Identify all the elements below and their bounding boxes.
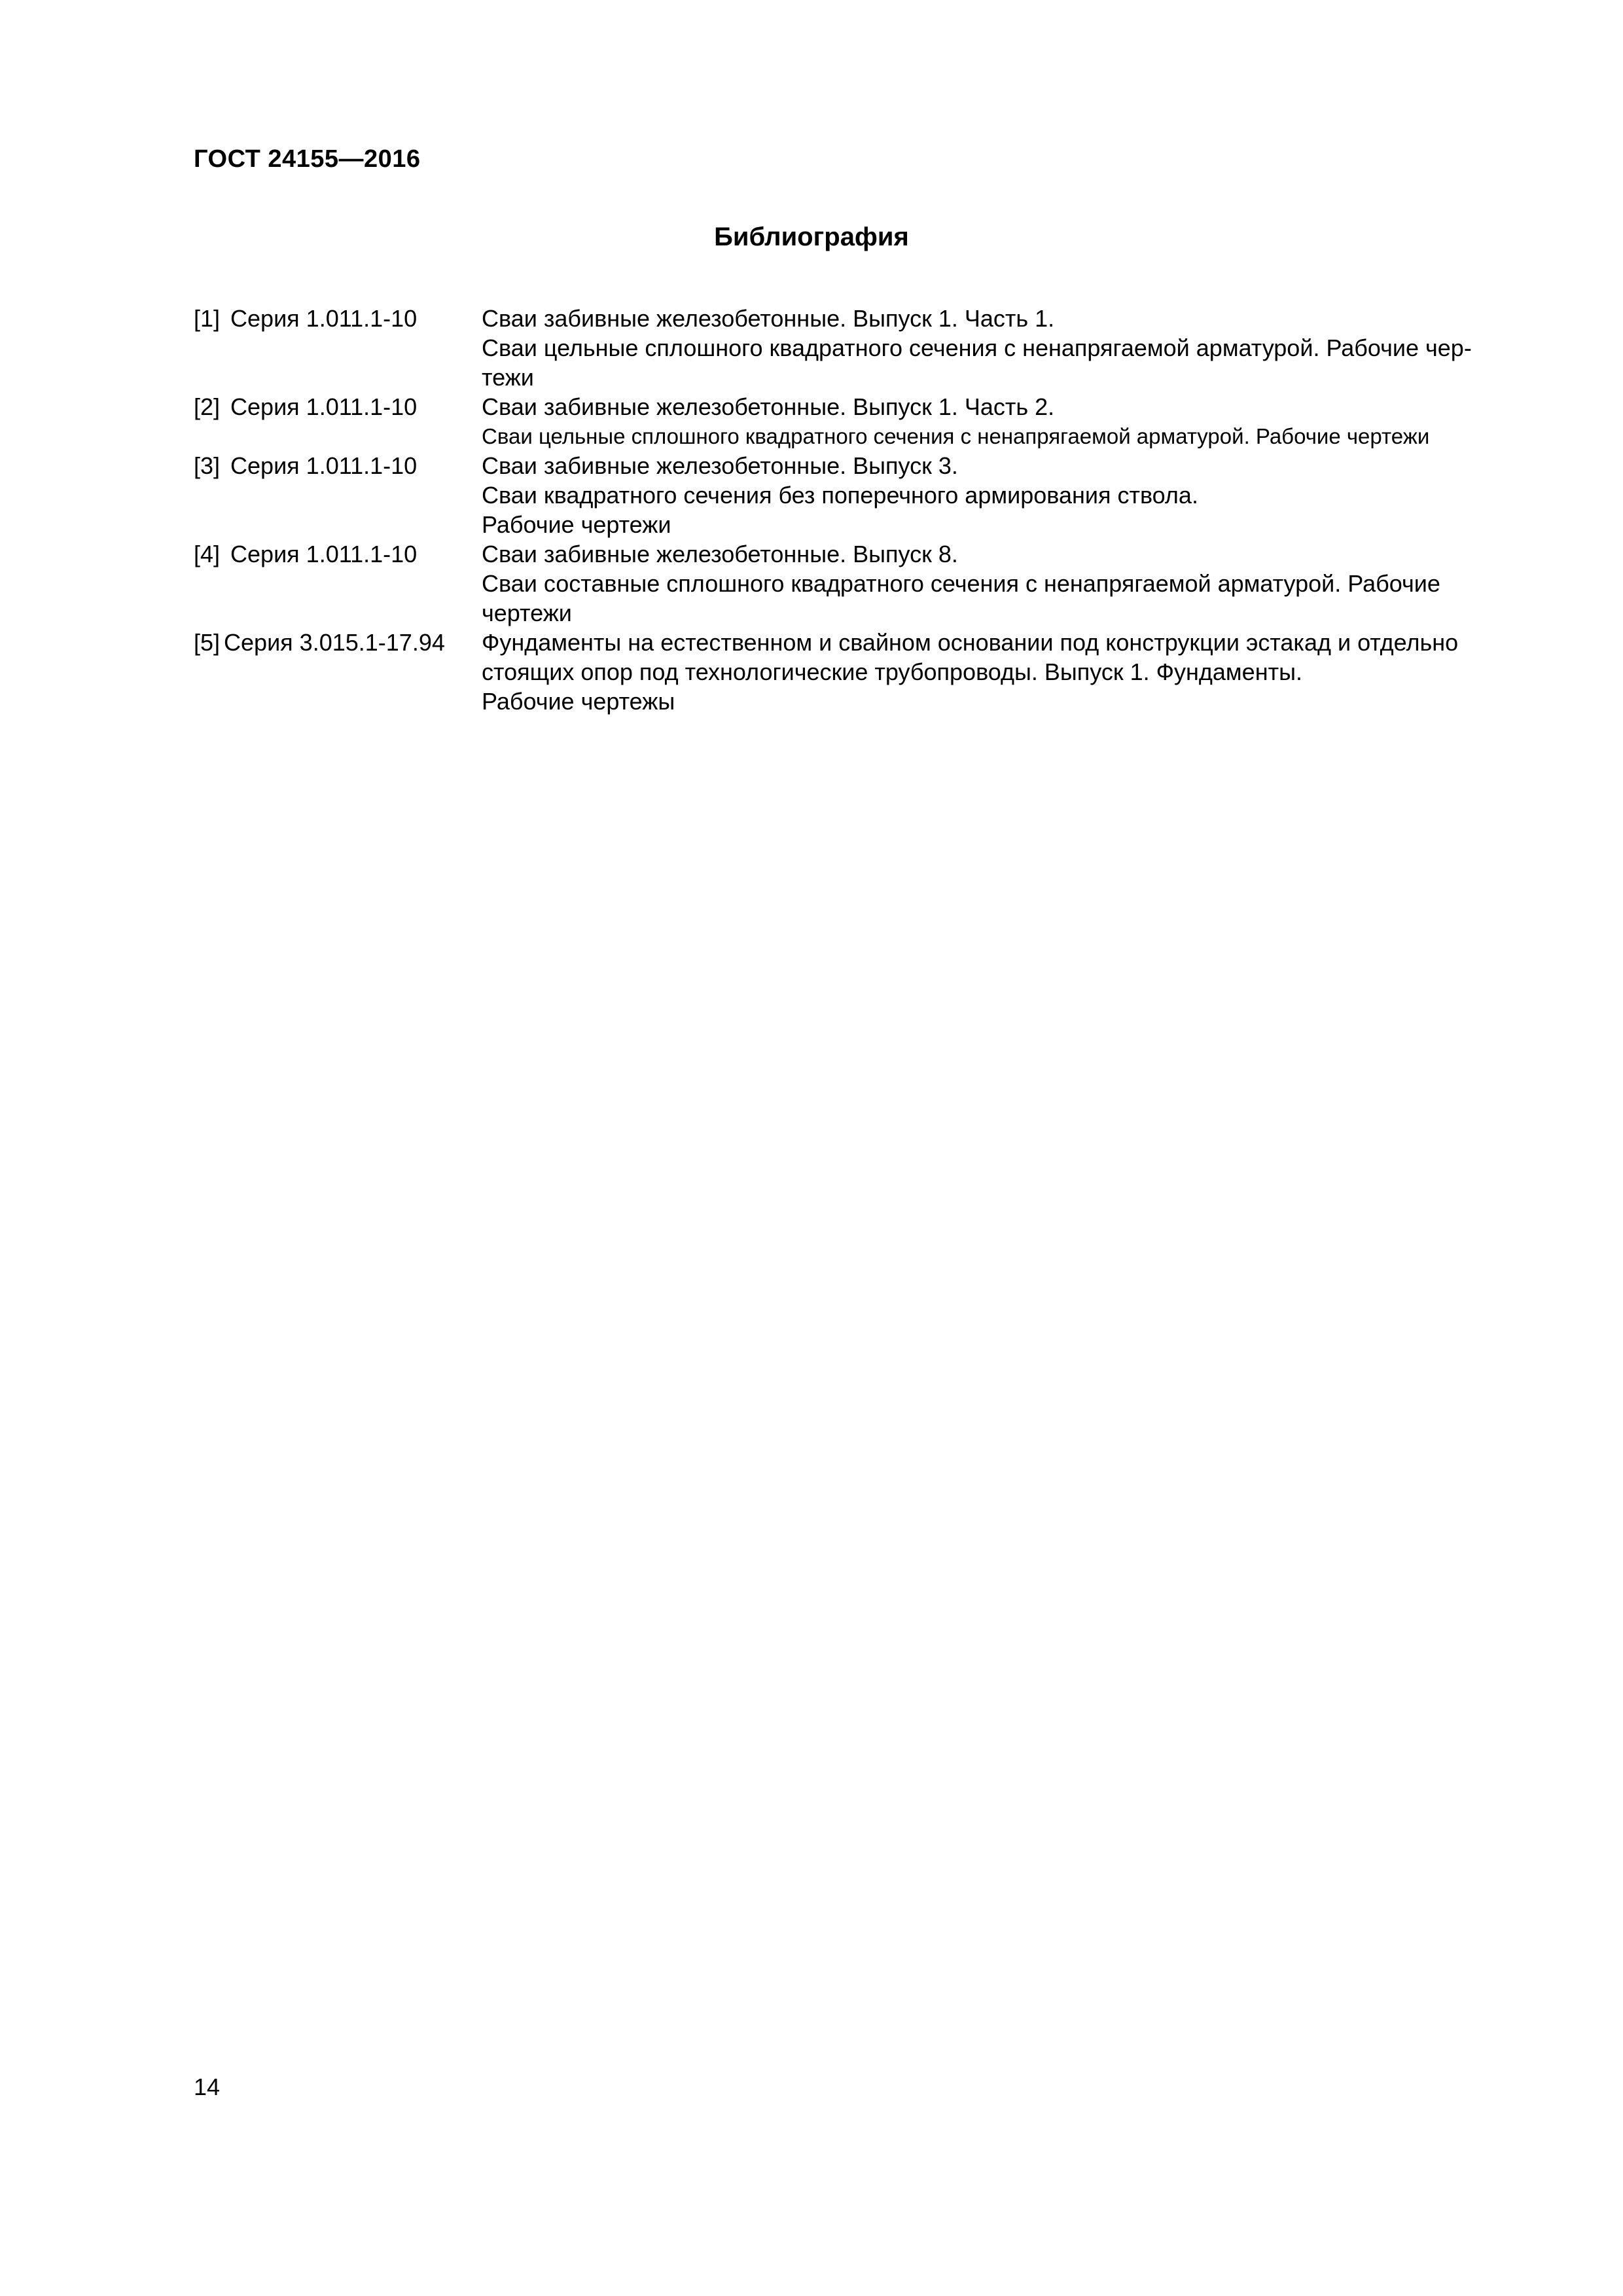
entry-number: [5]	[194, 629, 221, 656]
bibliography-list	[194, 304, 1518, 716]
entry-series: Серия 1.011.1-10	[230, 305, 418, 332]
document-standard-id: ГОСТ 24155—2016	[194, 145, 421, 173]
bibliography-reference	[194, 628, 482, 657]
entry-series: Серия 3.015.1-17.94	[224, 629, 445, 656]
entry-number: [4]	[194, 541, 221, 567]
bibliography-entry	[194, 628, 1518, 716]
entry-line: Фундаменты на естественном и свайном основании под конструкции эстакад и отдельно	[482, 629, 1459, 656]
entry-number: [2]	[194, 393, 221, 420]
bibliography-reference	[194, 392, 482, 422]
entry-description	[482, 451, 1518, 539]
section-title: Библиография	[714, 223, 909, 251]
entry-line: чертежи	[482, 600, 572, 626]
entry-description	[482, 392, 1518, 451]
entry-line: Сваи цельные сплошного квадратного сечения с ненапрягаемой арматурой. Рабочие чертежи	[482, 424, 1430, 448]
bibliography-reference	[194, 304, 482, 333]
bibliography-reference	[194, 539, 482, 569]
entry-line: Рабочие чертежы	[482, 688, 675, 715]
entry-line: Сваи забивные железобетонные. Выпуск 1. Часть 1.	[482, 305, 1055, 332]
bibliography-entry	[194, 392, 1518, 451]
bibliography-reference	[194, 451, 482, 480]
page-number: 14	[194, 2073, 221, 2100]
bibliography-entry	[194, 451, 1518, 539]
bibliography-entry	[194, 304, 1518, 392]
entry-description	[482, 628, 1518, 716]
entry-line: тежи	[482, 364, 534, 391]
bibliography-entry	[194, 539, 1518, 628]
entry-line: Сваи составные сплошного квадратного сечения с ненапрягаемой арматурой. Рабочие	[482, 570, 1440, 597]
entry-line: Сваи забивные железобетонные. Выпуск 3.	[482, 452, 958, 479]
entry-line: стоящих опор под технологические трубопроводы. Выпуск 1. Фундаменты.	[482, 658, 1302, 685]
entry-line: Сваи забивные железобетонные. Выпуск 1. Часть 2.	[482, 393, 1055, 420]
entry-number: [1]	[194, 305, 221, 332]
entry-description	[482, 304, 1518, 392]
entry-series: Серия 1.011.1-10	[230, 541, 418, 567]
entry-description	[482, 539, 1518, 628]
entry-number: [3]	[194, 452, 221, 479]
entry-line: Сваи цельные сплошного квадратного сечения с ненапрягаемой арматурой. Рабочие чер-	[482, 334, 1472, 361]
entry-line: Сваи квадратного сечения без поперечного армирования ствола.	[482, 482, 1198, 509]
entry-series: Серия 1.011.1-10	[230, 393, 418, 420]
entry-line: Сваи забивные железобетонные. Выпуск 8.	[482, 541, 958, 567]
entry-series: Серия 1.011.1-10	[230, 452, 418, 479]
entry-line: Рабочие чертежи	[482, 511, 671, 538]
